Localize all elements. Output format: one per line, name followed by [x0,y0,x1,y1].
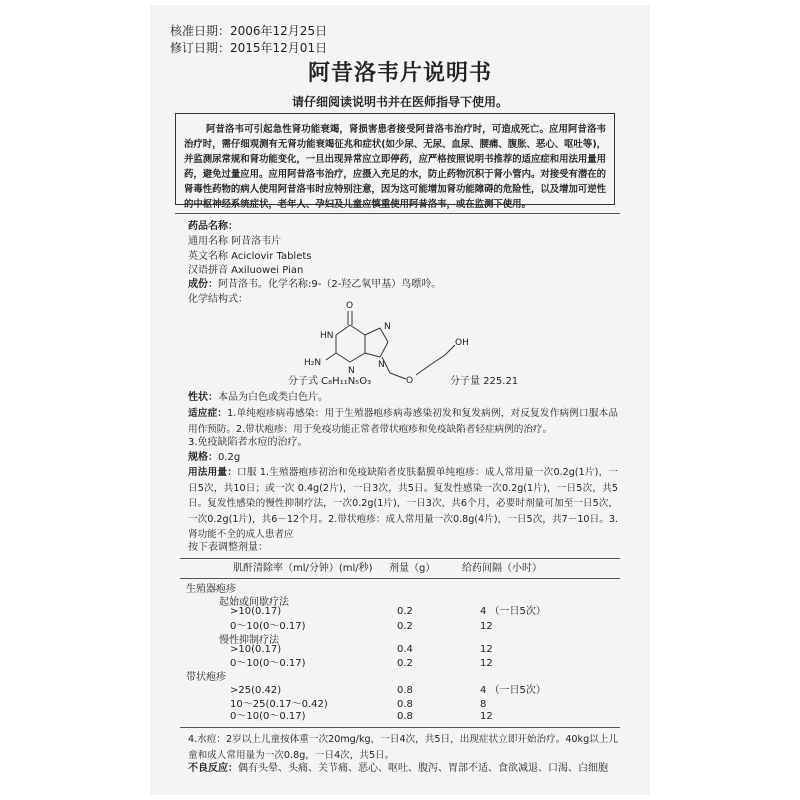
table-header-clearance: 肌酐清除率（ml/分钟）(ml/秒) [233,563,373,574]
dosage-text: 口服 1.生殖器疱疹初治和免疫缺陷者皮肤黏膜单纯疱疹：成人常用量一次0.2g(1片)，一日5次，共10日；或一次 0.4g(2片)，一日3次，共5日。复发性感染一次0.2g(1片)，一日5次，共5日。复发性感染的慢性抑制疗法，一次0.2g(1片)，一日3次，共6个月，必要时剂量可加至一日5次，一次0.2g(1片)，共6－12个月。2.带状疱疹：成人常用量一次0.8g(4片)，一日5次，共7－10日。3.肾功能不全的成人患者应 [188,467,619,540]
pinyin-name: 汉语拼音 Axiluowei Pian [188,265,304,276]
dosage-label: 用法用量： [188,467,238,478]
table-cell: 0.4 [397,644,413,655]
table-cell: 12 [480,711,493,722]
table-cell: 0～10(0～0.17) [230,621,306,632]
spec-text: 0.2g [218,452,241,463]
atom-n-linker: N [378,360,385,370]
indications-label: 适应症： [188,408,228,419]
table-cell: 0.8 [397,685,413,696]
indications-line3: 3.免疫缺陷者水痘的治疗。 [188,437,308,448]
chemical-structure-diagram [300,295,500,385]
generic-name: 通用名称 阿昔洛韦片 [188,236,282,247]
molecular-formula: 分子式 C₈H₁₁N₅O₃ [288,376,372,387]
table-group-shingles: 带状疱疹 [186,672,226,683]
atom-o-ether: O [406,376,414,385]
table-cell: 0.2 [397,658,413,669]
table-cell: >10(0.17) [230,644,282,655]
table-cell: 4 （一日5次） [480,606,546,617]
table-cell: 0～10(0～0.17) [230,711,306,722]
table-cell: 0.8 [397,711,413,722]
chickenpox-paragraph: 4.水痘：2岁以上儿童按体重一次20mg/kg，一日4次，共5日，出现症状立即开始治疗。40kg以上儿童和成人常用量为一次0.8g，一日4次，共5日。 [188,734,618,761]
approval-date: 核准日期：2006年12月25日 [170,24,328,38]
table-header-rule [180,578,620,579]
english-name: 英文名称 Aciclovir Tablets [188,251,312,262]
ingredients-line [188,278,441,292]
spec-label: 规格： [188,452,218,463]
molecular-weight: 分子量 225.21 [450,376,519,387]
table-intro: 按下表调整剂量： [188,542,268,553]
table-header-interval: 给药间隔（小时） [462,563,542,574]
atom-n-imidazole: N [384,322,391,332]
table-cell: >25(0.42) [230,685,282,696]
structure-label: 化学结构式： [188,294,248,305]
atom-hn: HN [320,331,334,341]
table-subgroup-initial: 起始或间歇疗法 [219,597,289,608]
spec-line [188,451,240,465]
table-cell: 0.8 [397,699,413,710]
dosage-paragraph [188,465,618,543]
table-cell: >10(0.17) [230,606,282,617]
table-group-genital-herpes: 生殖器疱疹 [186,584,236,595]
atom-h2n: H₂N [304,358,322,368]
indications-text: 1.单纯疱疹病毒感染：用于生殖器疱疹病毒感染初发和复发病例，对反复发作病例口服本品用作预防。2.带状疱疹：用于免疫功能正常者带状疱疹和免疫缺陷者轻症病例的治疗。 [188,408,619,435]
table-cell: 12 [480,658,493,669]
table-cell: 0.2 [397,606,413,617]
atom-o: O [346,301,354,311]
table-cell: 0～10(0～0.17) [230,658,306,669]
section-divider [175,213,620,214]
properties-line [188,391,328,405]
atom-oh: OH [455,338,469,348]
table-header-dose: 剂量（g） [389,563,436,574]
table-cell: 10～25(0.17～0.42) [230,699,328,710]
properties-text: 本品为白色或类白色片。 [218,392,328,403]
adverse-label: 不良反应： [188,763,238,774]
boxed-warning [175,113,615,210]
table-cell: 4 （一日5次） [480,685,546,696]
atom-n-ring: N [348,366,355,376]
ingredients-text: 阿昔洛韦。化学名称:9-（2-羟乙氧甲基）鸟嘌呤。 [218,279,442,290]
table-subgroup-suppressive: 慢性抑制疗法 [219,635,279,646]
adverse-line [188,762,608,776]
table-cell: 8 [480,699,487,710]
boxed-warning-text: 阿昔洛韦可引起急性肾功能衰竭，肾损害患者接受阿昔洛韦治疗时，可造成死亡。应用阿昔洛韦治疗时，需仔细观测有无肾功能衰竭征兆和症状(如少尿、无尿、血尿、腰痛、腹胀、恶心、呕吐等)，并监测尿常规和肾功能变化，一旦出现异常应立即停药，应严格按照说明书推荐的适应症和用法用量用药，避免过量应用。应用阿昔洛韦治疗，应摄入充足的水，防止药物沉积于肾小管内。对接受有潜在的肾毒性药物的病人使用阿昔洛韦时应特别注意，因为这可能增加肾功能障碍的危险性，以及增加可逆性的中枢神经系统症状，老年人、孕妇及儿童应慎重使用阿昔洛韦，或在监测下使用。 [184,124,606,210]
indications-paragraph [188,406,618,437]
adverse-text: 偶有头晕、头痛、关节痛、恶心、呕吐、腹泻、胃部不适、食欲减退、口渴、白细胞 [238,763,608,774]
revision-date: 修订日期：2015年12月01日 [170,41,328,55]
page-title: 阿昔洛韦片说明书 [307,61,492,86]
table-cell: 0.2 [397,621,413,632]
table-cell: 12 [480,621,493,632]
ingredients-label: 成份： [188,279,218,290]
page-subtitle: 请仔细阅读说明书并在医师指导下使用。 [291,95,508,109]
properties-label: 性状： [188,392,218,403]
table-top-rule [180,558,620,559]
table-bottom-rule [180,727,620,728]
table-cell: 12 [480,644,493,655]
drug-name-heading: 药品名称： [188,221,238,232]
